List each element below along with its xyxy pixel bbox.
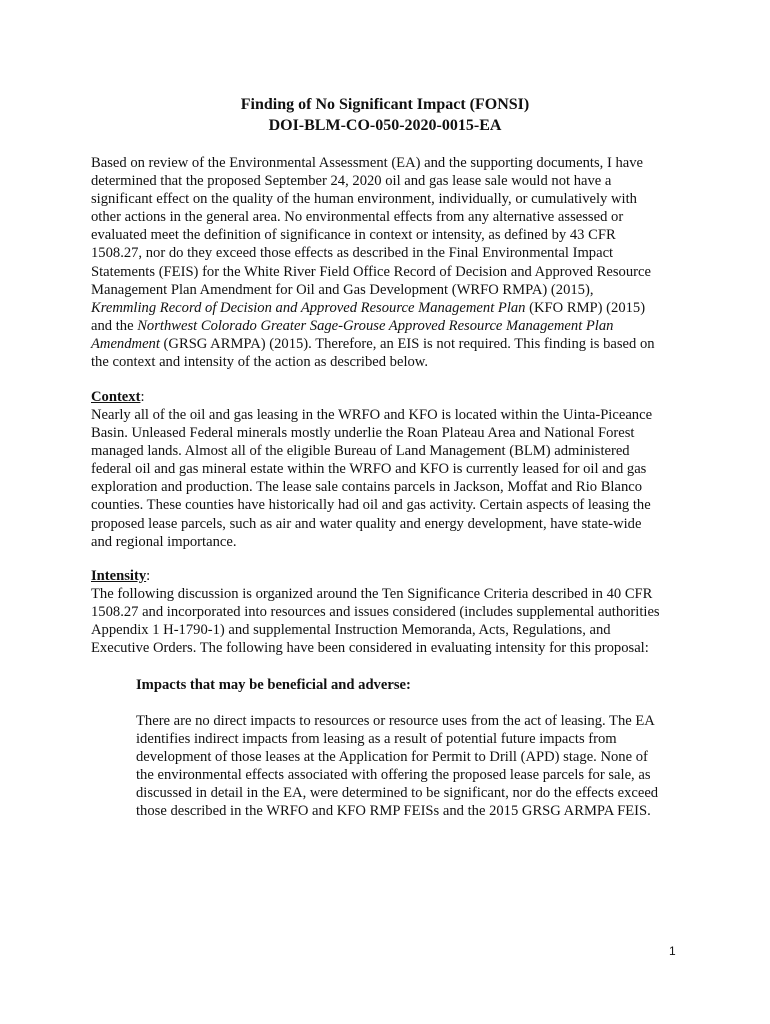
intensity-heading: Intensity: [91, 568, 147, 584]
intensity-line: The following discussion is organized around the Ten Significance Criteria described in 40 CFR: [91, 586, 653, 602]
impacts-line: There are no direct impacts to resources or resource uses from the act of leasing. The EA: [136, 713, 655, 729]
intro-line: 1508.27, nor do they exceed those effects as described in the Final Environmental Impact: [91, 245, 614, 262]
context-line: managed lands. Almost all of the eligible Bureau of Land Management (BLM) administered: [91, 443, 630, 460]
intro-line: other actions in the general area. No environmental effects from any alternative assessed or: [91, 209, 624, 226]
impacts-paragraph: [136, 712, 696, 821]
intro-line: the context and intensity of the action as described below.: [91, 354, 429, 371]
intro-line: [91, 335, 691, 353]
page-number: 1: [669, 944, 676, 958]
intensity-heading-line: [91, 567, 691, 585]
context-line: proposed lease parcels, such as air and water quality and energy development, have state-wide: [91, 515, 642, 532]
intro-line: Based on review of the Environmental Assessment (EA) and the supporting documents, I have: [91, 155, 644, 171]
context-heading: Context: [91, 389, 141, 405]
intro-line: Statements (FEIS) for the White River Field Office Record of Decision and Approved Resource: [91, 263, 651, 280]
context-line: and regional importance.: [91, 533, 237, 550]
document-title: Finding of No Significant Impact (FONSI): [240, 96, 530, 113]
kfo-rmp-title: Kremmling Record of Decision and Approved Resource Management Plan: [91, 299, 526, 316]
context-heading-line: [91, 388, 691, 406]
intensity-line: 1508.27 and incorporated into resources and issues considered (includes supplemental authorities: [91, 604, 660, 621]
context-colon: :: [140, 389, 145, 405]
intro-text: and the: [91, 317, 138, 334]
intro-line: evaluated meet the definition of significance in context or intensity, as defined by 43 CFR: [91, 227, 616, 244]
context-line: federal oil and gas mineral estate within the WRFO and KFO is currently leased for oil and gas: [91, 461, 647, 478]
context-line: Nearly all of the oil and gas leasing in the WRFO and KFO is located within the Uinta-Piceance: [91, 407, 653, 423]
grsg-armpa-title: Northwest Colorado Greater Sage-Grouse Approved Resource Management Plan: [137, 317, 614, 334]
document-id: DOI-BLM-CO-050-2020-0015-EA: [268, 117, 502, 134]
context-line: counties. These counties have historically had oil and gas activity. Certain aspects of leasing the: [91, 497, 651, 514]
context-line: Basin. Unleased Federal minerals mostly underlie the Roan Plateau Area and National Forest: [91, 425, 635, 442]
intro-line: determined that the proposed September 24, 2020 oil and gas lease sale would not have a: [91, 173, 612, 190]
impacts-line: those described in the WRFO and KFO RMP FEISs and the 2015 GRSG ARMPA FEIS.: [136, 803, 651, 820]
intensity-line: Appendix 1 H-1790-1) and supplemental Instruction Memoranda, Acts, Regulations, and: [91, 622, 611, 639]
intensity-paragraph: [91, 585, 691, 657]
impacts-line: identifies indirect impacts from leasing as a result of potential future impacts from: [136, 731, 617, 748]
context-paragraph: [91, 406, 691, 551]
intro-text: (GRSG ARMPA) (2015). Therefore, an EIS is not required. This finding is based on: [159, 335, 655, 352]
intensity-colon: :: [146, 568, 151, 584]
intro-line: [91, 299, 691, 317]
context-line: exploration and production. The lease sale contains parcels in Jackson, Moffat and Rio Blanco: [91, 479, 643, 496]
intro-text: (KFO RMP) (2015): [525, 299, 646, 316]
intensity-line: Executive Orders. The following have been considered in evaluating intensity for this proposal:: [91, 640, 649, 657]
intro-line: [91, 317, 691, 335]
intro-paragraph: [91, 154, 691, 371]
grsg-armpa-title-end: Amendment: [91, 335, 160, 352]
impacts-line: the environmental effects associated with offering the proposed lease parcels for sale, as: [136, 767, 651, 784]
impacts-heading: Impacts that may be beneficial and adverse:: [136, 677, 411, 693]
intro-line: Management Plan Amendment for Oil and Gas Development (WRFO RMPA) (2015),: [91, 281, 594, 298]
impacts-line: discussed in detail in the EA, were determined to be significant, nor do the effects exceed: [136, 785, 659, 802]
impacts-line: development of those leases at the Application for Permit to Drill (APD) stage. None of: [136, 749, 648, 766]
intro-line: significant effect on the quality of the human environment, individually, or cumulatively with: [91, 191, 637, 208]
